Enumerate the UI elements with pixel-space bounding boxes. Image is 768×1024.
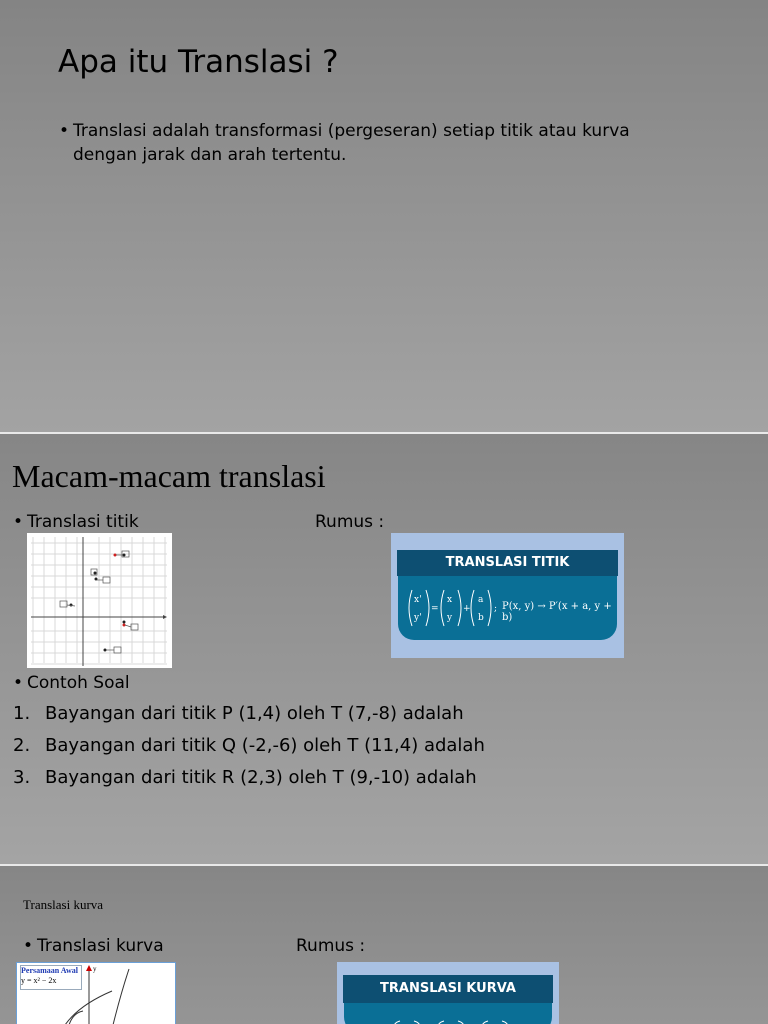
initial-equation-title: Persamaan Awal bbox=[21, 966, 78, 975]
translasi-titik-bullet bbox=[13, 510, 139, 534]
problem-item-3 bbox=[13, 767, 477, 788]
curve-plot bbox=[17, 963, 175, 1024]
definition-bullet bbox=[59, 119, 693, 167]
problem-text: Bayangan dari titik R (2,3) oleh T (9,-10) adalah bbox=[45, 767, 477, 788]
translasi-kurva-bullet bbox=[23, 934, 164, 958]
slide-title: Apa itu Translasi ? bbox=[58, 44, 339, 80]
problem-item-2 bbox=[13, 735, 485, 756]
problem-number: 2. bbox=[13, 735, 31, 756]
rumus-label: Rumus : bbox=[296, 936, 366, 956]
formula-box bbox=[344, 1003, 552, 1024]
coordinate-grid-image bbox=[27, 533, 172, 668]
translasi-kurva-label: Translasi kurva bbox=[37, 936, 164, 956]
contoh-soal-bullet bbox=[13, 671, 130, 695]
svg-text:=: = bbox=[431, 604, 439, 614]
problem-number: 1. bbox=[13, 703, 31, 724]
slide-2 bbox=[0, 434, 768, 864]
svg-text:a: a bbox=[478, 595, 484, 605]
formula-panel bbox=[391, 533, 624, 658]
problem-text: Bayangan dari titik P (1,4) oleh T (7,-8) adalah bbox=[45, 703, 464, 724]
y-axis-label: y bbox=[93, 965, 97, 973]
slide-3 bbox=[0, 866, 768, 1024]
svg-text:y: y bbox=[447, 613, 453, 623]
formula-banner: TRANSLASI TITIK bbox=[397, 550, 618, 576]
formula-box bbox=[398, 576, 617, 640]
formula-text: P(x, y) → P′(x + a, y + b) bbox=[502, 601, 612, 623]
slide-heading: Translasi kurva bbox=[23, 897, 104, 912]
svg-text:x': x' bbox=[414, 595, 422, 605]
definition-text: Translasi adalah transformasi (pergeseran) setiap titik atau kurva dengan jarak dan arah tertentu. bbox=[73, 121, 630, 165]
rumus-label: Rumus : bbox=[315, 512, 385, 532]
svg-text:+: + bbox=[463, 604, 471, 614]
problem-number: 3. bbox=[13, 767, 31, 788]
slide-title: Macam-macam translasi bbox=[12, 458, 326, 494]
svg-text:b: b bbox=[478, 613, 484, 623]
problem-item-1 bbox=[13, 703, 464, 724]
bullet-dot: • bbox=[13, 512, 24, 532]
formula-banner: TRANSLASI KURVA bbox=[343, 975, 553, 1003]
problem-text: Bayangan dari titik Q (-2,-6) oleh T (11,4) adalah bbox=[45, 735, 485, 756]
svg-text:;: ; bbox=[494, 604, 498, 614]
formula-panel bbox=[337, 962, 559, 1024]
initial-equation: y = x² − 2x bbox=[21, 976, 57, 985]
contoh-soal-label: Contoh Soal bbox=[27, 673, 130, 693]
matrix-equation-icon bbox=[384, 1013, 514, 1024]
bullet-dot: • bbox=[59, 121, 70, 141]
curve-graph-image bbox=[16, 962, 176, 1024]
bullet-dot: • bbox=[13, 673, 24, 693]
matrix-equation-icon bbox=[404, 584, 500, 632]
translasi-titik-label: Translasi titik bbox=[27, 512, 139, 532]
svg-text:y': y' bbox=[414, 613, 422, 623]
svg-text:x: x bbox=[447, 595, 453, 605]
bullet-dot: • bbox=[23, 936, 34, 956]
slide-1 bbox=[0, 0, 768, 432]
